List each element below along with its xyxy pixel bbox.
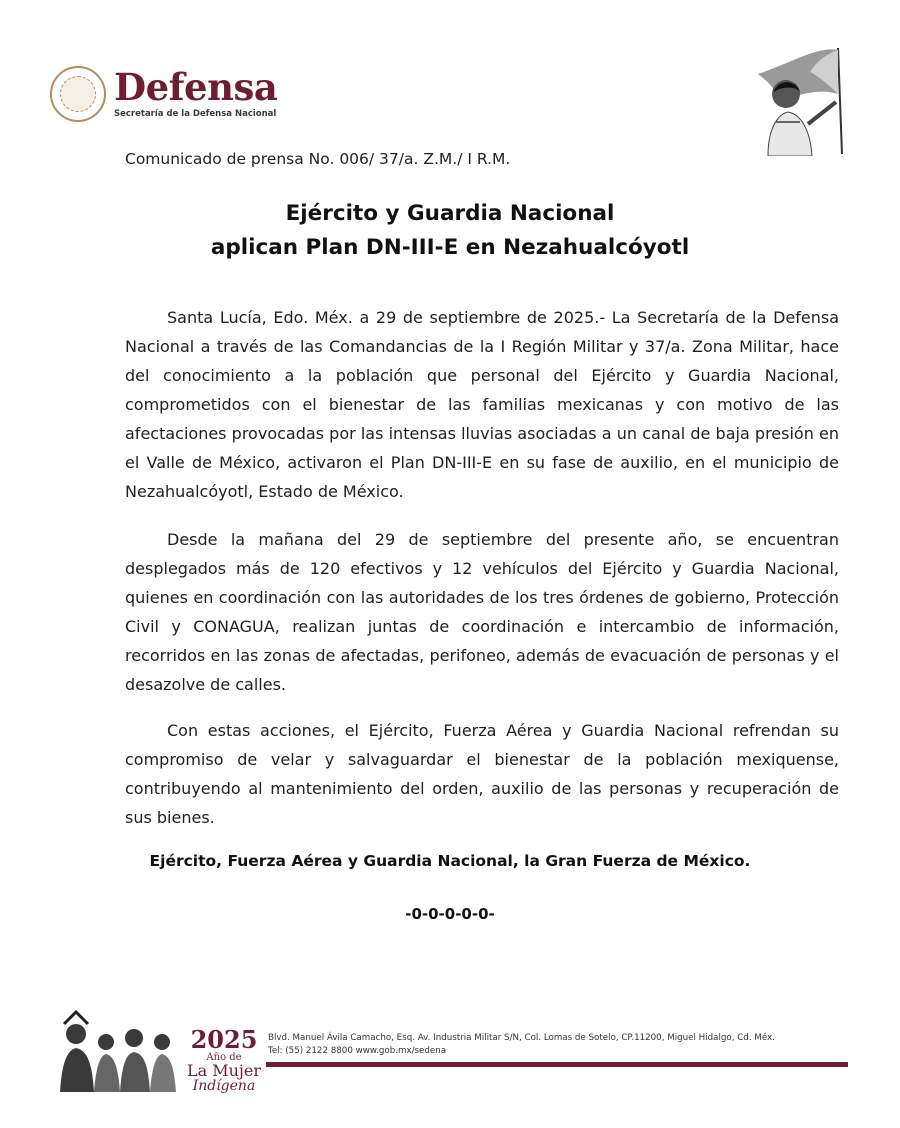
document-title (0, 197, 900, 265)
national-seal-icon (50, 66, 106, 122)
year-emblem (186, 1025, 262, 1094)
paragraph-2: Desde la mañana del 29 de septiembre del presente año, se encuentran desplegados más de 120 efectivos y 12 vehículos del Ejército y Guardia Nacional, quienes en coordinación con las autoridades de los tres órdenes de gobierno, Protección Civil y CONAGUA, realizan juntas de coordinación e intercambio de información, recorridos en las zonas de afectadas, perifoneo, además de evacuación de personas y el desazolve de calles. (125, 530, 839, 694)
year-number: 2025 (190, 1025, 258, 1054)
footer-address-block (268, 1032, 775, 1058)
title-line-2: aplican Plan DN-III-E en Nezahualcóyotl (210, 235, 690, 260)
defensa-logo (50, 66, 277, 122)
paragraph-1: Santa Lucía, Edo. Méx. a 29 de septiembre de 2025.- La Secretaría de la Defensa Nacional a través de las Comandancias de la I Región Militar y 37/a. Zona Militar, hace del conocimiento a la población que personal del Ejército y Guardia Nacional, comprometidos con el bienestar de las familias mexicanas y con motivo de las afectaciones provocadas por las intensas lluvias asociadas a un canal de baja presión en el Valle de México, activaron el Plan DN-III-E en su fase de auxilio, en el municipio de Nezahualcóyotl, Estado de México. (125, 308, 839, 501)
title-line-1: Ejército y Guardia Nacional (285, 201, 615, 226)
logo-wordmark: Defensa (114, 65, 278, 110)
year-name-line-1: La Mujer (186, 1061, 261, 1080)
footer-divider (266, 1062, 848, 1067)
indigenous-women-illustration (54, 1008, 184, 1092)
logo-subtitle: Secretaría de la Defensa Nacional (114, 109, 277, 120)
year-subtitle: Año de (206, 1052, 242, 1063)
year-name-line-2: Indígena (192, 1078, 256, 1094)
paragraph-3: Con estas acciones, el Ejército, Fuerza Aérea y Guardia Nacional refrendan su compromiso de velar y salvaguardar el bienestar de la población mexiquense, contribuyendo al mantenimiento del orden, auxilio de las personas y recuperación de sus bienes. (125, 721, 839, 827)
press-release-number: Comunicado de prensa No. 006/ 37/a. Z.M./ I R.M. (125, 150, 511, 168)
heroine-flag-illustration (738, 44, 850, 156)
closing-slogan: Ejército, Fuerza Aérea y Guardia Nacional, la Gran Fuerza de México. (149, 852, 751, 870)
footer-contact: Tel: (55) 2122 8800 www.gob.mx/sedena (268, 1046, 447, 1056)
footer-address: Blvd. Manuel Ávila Camacho, Esq. Av. Industria Militar S/N, Col. Lomas de Sotelo, CP.11200, Miguel Hidalgo, Cd. Méx. (268, 1033, 775, 1043)
end-mark: -0-0-0-0-0- (405, 905, 495, 923)
